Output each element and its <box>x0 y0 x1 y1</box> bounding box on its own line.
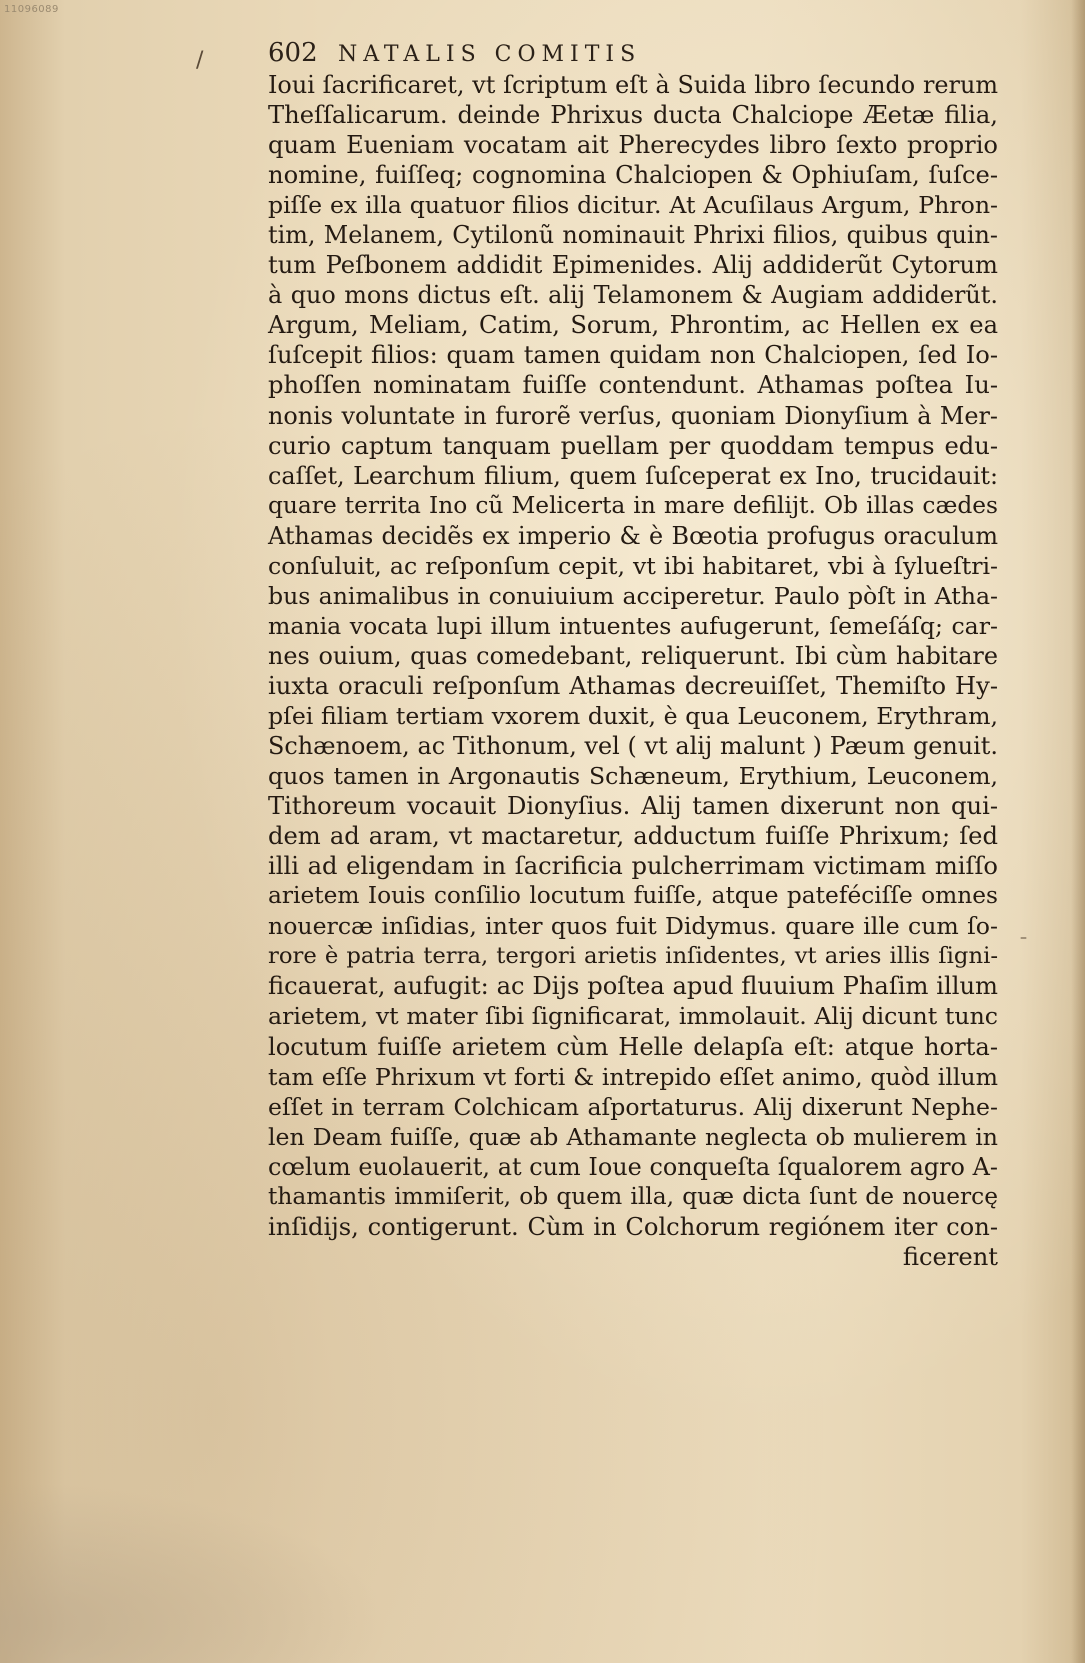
text-line: nonis voluntate in furorẽ verſus, quoniam Dionyſium à Mer- <box>268 401 998 430</box>
text-line: illi ad eligendam in ſacrificia pulcherrimam victimam miſſo <box>268 852 998 881</box>
text-line: tum Peſbonem addidit Epimenides. Alij addiderũt Cytorum <box>268 251 998 280</box>
text-line: quam Eueniam vocatam ait Pherecydes libro ſexto proprio <box>268 131 998 160</box>
text-line: arietem Iouis conſilio locutum fuiſſe, atque pateféciſſe omnes <box>268 882 998 910</box>
text-line: à quo mons dictus eſt. alij Telamonem & Augiam addiderũt. <box>268 281 998 310</box>
page-gutter-shadow <box>1071 0 1085 1663</box>
text-line: conſuluit, ac reſponſum cepit, vt ibi habitaret, vbi à ſylueſtri- <box>268 551 998 580</box>
margin-pencil-mark: / <box>196 48 204 73</box>
archive-id: 11096089 <box>4 4 59 15</box>
page-header <box>268 38 641 72</box>
text-line: caſſet, Learchum filium, quem ſuſceperat ex Ino, trucidauit: <box>268 461 998 490</box>
text-line: inſidijs, contigerunt. Cùm in Colchorum regiónem iter con- <box>268 1212 998 1241</box>
text-line: thamantis immiſerit, ob quem illa, quæ dicta ſunt de nouercę <box>268 1182 998 1210</box>
text-line: bus animalibus in conuiuium acciperetur. Paulo pòſt in Atha- <box>268 581 998 610</box>
text-line: nes ouium, quas comedebant, reliquerunt. Ibi cùm habitare <box>268 641 998 670</box>
text-line: quare territa Ino cũ Melicerta in mare defilijt. Ob illas cædes <box>268 491 998 519</box>
text-line: eſſet in terram Colchicam aſportaturus. Alij dixerunt Nephe- <box>268 1092 998 1121</box>
text-line: nouercæ inſidias, inter quos fuit Didymus. quare ille cum ſo- <box>268 912 998 941</box>
text-line: ficauerat, aufugit: ac Dijs poſtea apud fluuium Phaſim illum <box>268 972 998 1001</box>
page-stain <box>0 1470 420 1663</box>
margin-dash-mark: – <box>1020 930 1027 946</box>
text-line: mania vocata lupi illum intuentes aufugerunt, ſemeſáſq; car- <box>268 611 998 640</box>
text-line: locutum fuiſſe arietem cùm Helle delapſa eſt: atque horta- <box>268 1032 998 1061</box>
text-line: curio captum tanquam puellam per quoddam tempus edu- <box>268 431 998 460</box>
text-line: nomine, fuiſſeq; cognomina Chalciopen & Ophiuſam, ſuſce- <box>268 161 998 190</box>
text-line: Athamas decidẽs ex imperio & è Bœotia profugus oraculum <box>268 521 998 550</box>
text-line: iuxta oraculi reſponſum Athamas decreuiſſet, Themiſto Hy- <box>268 671 998 700</box>
text-line: Argum, Meliam, Catim, Sorum, Phrontim, ac Hellen ex ea <box>268 311 998 340</box>
text-line: ficerent <box>902 1242 998 1271</box>
text-line: dem ad aram, vt mactaretur, adductum fuiſſe Phrixum; ſed <box>268 822 998 851</box>
text-line: phoſſen nominatam fuiſſe contendunt. Athamas poſtea Iu- <box>268 371 998 400</box>
text-line: ſuſcepit filios: quam tamen quidam non Chalciopen, ſed Io- <box>268 341 998 370</box>
text-line: piſſe ex illa quatuor filios dicitur. At Acuſilaus Argum, Phron- <box>268 191 998 220</box>
text-line: len Deam fuiſſe, quæ ab Athamante neglecta ob mulierem in <box>268 1122 998 1151</box>
body-text <box>268 70 998 1272</box>
text-line: Theſſalicarum. deinde Phrixus ducta Chalciope Æetæ filia, <box>268 101 998 130</box>
text-line: rore è patria terra, tergori arietis inſidentes, vt aries illis ſigni- <box>268 943 998 970</box>
text-line: quos tamen in Argonautis Schæneum, Erythium, Leuconem, <box>268 762 998 791</box>
running-title: NATALIS COMITIS <box>338 42 642 67</box>
text-line: Schænoem, ac Tithonum, vel ( vt alij malunt ) Pæum genuit. <box>268 732 998 761</box>
text-line: Ioui ſacrificaret, vt ſcriptum eſt à Suida libro ſecundo rerum <box>268 71 998 99</box>
text-line: tam eſſe Phrixum vt forti & intrepido eſſet animo, quòd illum <box>268 1062 998 1091</box>
text-line: tim, Melanem, Cytilonũ nominauit Phrixi filios, quibus quin- <box>268 221 998 250</box>
page-number: 602 <box>268 38 318 68</box>
text-line: Tithoreum vocauit Dionyſius. Alij tamen dixerunt non qui- <box>268 792 998 821</box>
text-line: pſei filiam tertiam vxorem duxit, è qua Leuconem, Erythram, <box>268 701 998 730</box>
text-line: cœlum euolauerit, at cum Ioue conqueſta ſqualorem agro A- <box>268 1152 998 1181</box>
text-line: arietem, vt mater ſibi ſignificarat, immolauit. Alij dicunt tunc <box>268 1002 998 1031</box>
